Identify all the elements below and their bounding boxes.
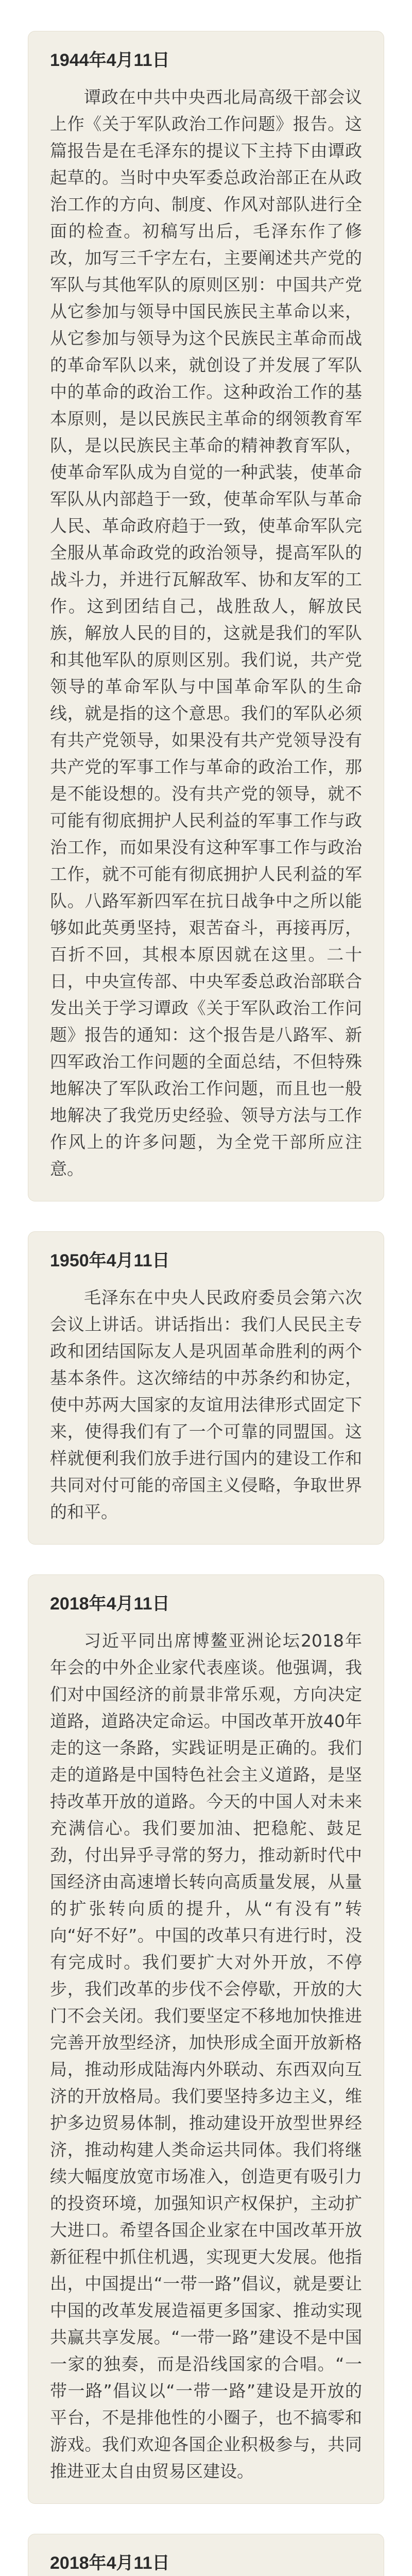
entry-date: 2018年4月11日 [50, 2553, 170, 2573]
history-entry-card [28, 31, 384, 1201]
history-entry-card [28, 2534, 384, 2576]
entry-date: 1944年4月11日 [50, 50, 170, 70]
entry-date: 2018年4月11日 [50, 1594, 170, 1614]
history-entry-card [28, 1231, 384, 1545]
entry-date: 1950年4月11日 [50, 1251, 170, 1270]
entry-text: 谭政在中共中央西北局高级干部会议上作《关于军队政治工作问题》报告。这篇报告是在毛泽东的提议下主持下由谭政起草的。当时中央军委总政治部正在从政治工作的方向、制度、作风对部队进行全面的检查。初稿写出后，毛泽东作了修改，加写三千字左右，主要阐述共产党的军队与其他军队的原则区别：中国共产党从它参加与领导中国民族民主革命以来，从它参加与领导为这个民族民主革命而战的革命军队以来，就创设了并发展了军队中的革命的政治工作。这种政治工作的基本原则，是以民族民主革命的纲领教育军队，是以民族民主革命的精神教育军队，使革命军队成为自觉的一种武装，使革命军队从内部趋于一致，使革命军队与革命人民、革命政府趋于一致，使革命军队完全服从革命政党的政治领导，提高军队的战斗力，并进行瓦解敌军、协和友军的工作。这到团结自己，战胜敌人，解放民族，解放人民的目的，这就是我们的军队和其他军队的原则区别。我们说，共产党领导的革命军队与中国革命军队的生命线，就是指的这个意思。我们的军队必须有共产党领导，如果没有共产党领导没有共产党的军事工作与革命的政治工作，那是不能设想的。没有共产党的领导，就不可能有彻底拥护人民利益的军事工作与政治工作，而如果没有这种军事工作与政治工作，就不可能有彻底拥护人民利益的军队。八路军新四军在抗日战争中之所以能够如此英勇坚持，艰苦奋斗，再接再厉，百折不回，其根本原因就在这里。二十日，中央宣传部、中央军委总政治部联合发出关于学习谭政《关于军队政治工作问题》报告的通知：这个报告是八路军、新四军政治工作问题的全面总结，不但特殊地解决了军队政治工作问题，而且也一般地解决了我党历史经验、领导方法与工作作风上的许多问题，为全党干部所应注意。 [50, 87, 362, 1179]
entry-text: 毛泽东在中央人民政府委员会第六次会议上讲话。讲话指出：我们人民民主专政和团结国际友人是巩固革命胜利的两个基本条件。这次缔结的中苏条约和协定，使中苏两大国家的友谊用法律形式固定下来，使得我们有了一个可靠的同盟国。这样就便利我们放手进行国内的建设工作和共同对付可能的帝国主义侵略，争取世界的和平。 [50, 1287, 362, 1522]
entry-text: 习近平同出席博鳌亚洲论坛2018年年会的中外企业家代表座谈。他强调，我们对中国经济的前景非常乐观，方向决定道路，道路决定命运。中国改革开放40年走的这一条路，实践证明是正确的。我们走的道路是中国特色社会主义道路，是坚持改革开放的道路。今天的中国人对未来充满信心。我们要加油、把稳舵、鼓足劲，付出异乎寻常的努力，推动新时代中国经济由高速增长转向高质量发展，从量的扩张转向质的提升，从“有没有”转向“好不好”。中国的改革只有进行时，没有完成时。我们要扩大对外开放，不停步，我们改革的步伐不会停歇，开放的大门不会关闭。我们要坚定不移地加快推进完善开放型经济，加快形成全面开放新格局，推动形成陆海内外联动、东西双向互济的开放格局。我们要坚持多边主义，维护多边贸易体制，推动建设开放型世界经济，推动构建人类命运共同体。我们将继续大幅度放宽市场准入，创造更有吸引力的投资环境，加强知识产权保护，主动扩大进口。希望各国企业家在中国改革开放新征程中抓住机遇，实现更大发展。他指出，中国提出“一带一路”倡议，就是要让中国的改革发展造福更多国家、推动实现共赢共享发展。“一带一路”建设不是中国一家的独奏，而是沿线国家的合唱。“一带一路”倡议以“一带一路”建设是开放的平台，不是排他性的小圈子，也不搞零和游戏。我们欢迎各国企业积极参与，共同推进亚太自由贸易区建设。 [50, 1631, 362, 2481]
history-entry-card [28, 1574, 384, 2504]
